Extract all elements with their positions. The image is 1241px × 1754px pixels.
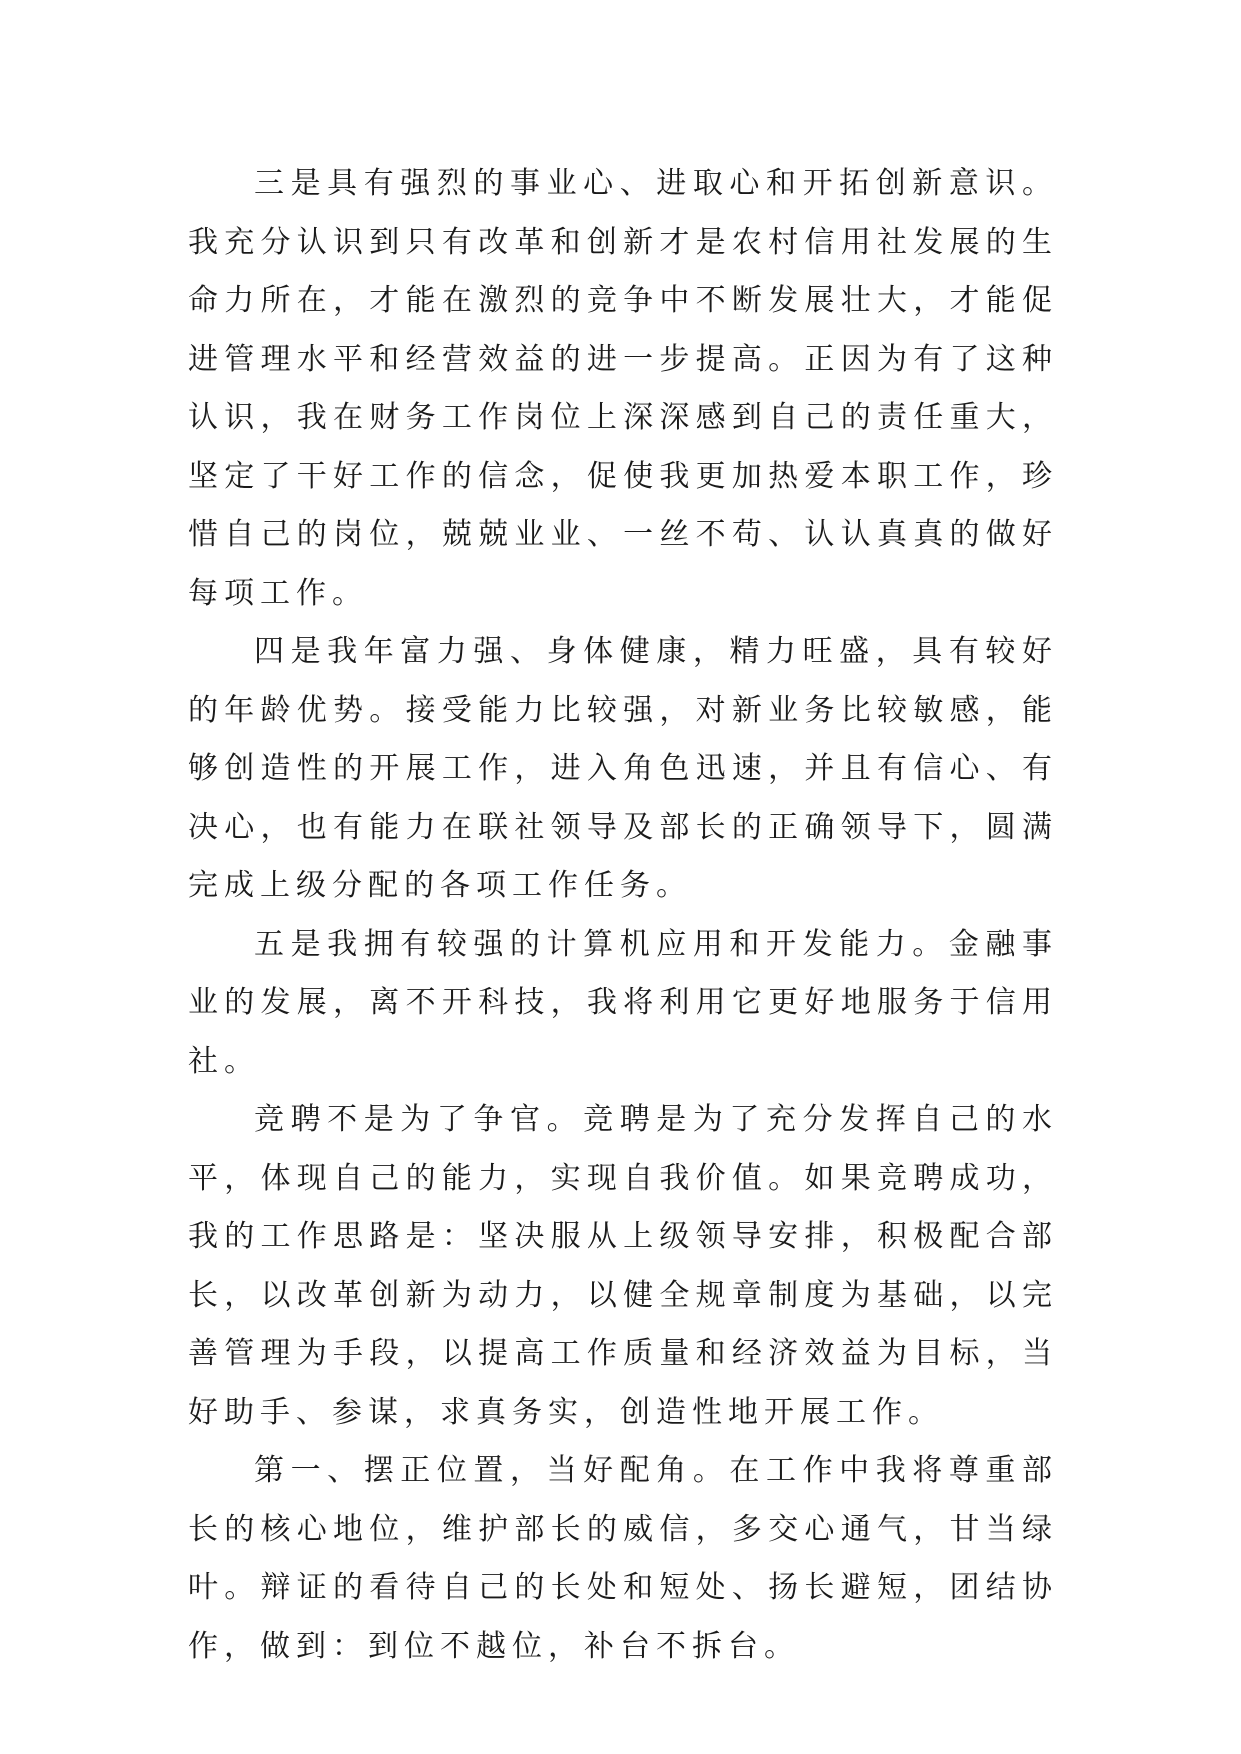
paragraph-1: 三是具有强烈的事业心、进取心和开拓创新意识。我充分认识到只有改革和创新才是农村信用社发展的生命力所在，才能在激烈的竞争中不断发展壮大，才能促进管理水平和经营效益的进一步提高。正因为有了这种认识，我在财务工作岗位上深深感到自己的责任重大，坚定了干好工作的信念，促使我更加热爱本职工作，珍惜自己的岗位，兢兢业业、一丝不苟、认认真真的做好每项工作。	[188, 166, 1058, 611]
paragraph-2: 四是我年富力强、身体健康，精力旺盛，具有较好的年龄优势。接受能力比较强，对新业务比较敏感，能够创造性的开展工作，进入角色迅速，并且有信心、有决心，也有能力在联社领导及部长的正确领导下，圆满完成上级分配的各项工作任务。	[188, 634, 1058, 903]
paragraph-4: 竞聘不是为了争官。竞聘是为了充分发挥自己的水平，体现自己的能力，实现自我价值。如果竞聘成功，我的工作思路是：坚决服从上级领导安排，积极配合部长，以改革创新为动力，以健全规章制度为基础，以完善管理为手段，以提高工作质量和经济效益为目标，当好助手、参谋，求真务实，创造性地开展工作。	[188, 1102, 1058, 1430]
paragraph-3: 五是我拥有较强的计算机应用和开发能力。金融事业的发展，离不开科技，我将利用它更好地服务于信用社。	[188, 926, 1058, 1079]
paragraph-5: 第一、摆正位置，当好配角。在工作中我将尊重部长的核心地位，维护部长的威信，多交心通气，甘当绿叶。辩证的看待自己的长处和短处、扬长避短，团结协作，做到：到位不越位，补台不拆台。	[188, 1453, 1058, 1664]
document-page	[188, 155, 1058, 1676]
